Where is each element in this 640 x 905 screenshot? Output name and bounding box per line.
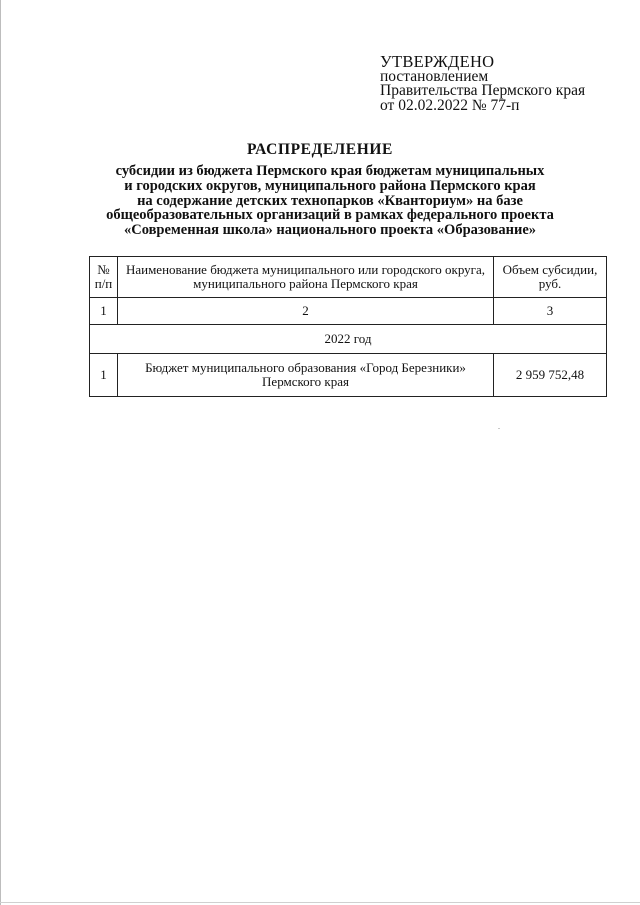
subtitle-line: общеобразовательных организаций в рамках федерального проекта [106, 207, 554, 224]
column-number-row [90, 298, 607, 325]
approval-stamp [380, 52, 620, 114]
row-name-line: Пермского края [262, 374, 349, 389]
header-name-line: муниципального района Пермского края [193, 276, 418, 291]
scan-bottom-edge [0, 902, 640, 903]
subtitle-line: и городских округов, муниципального района Пермского края [124, 177, 536, 194]
header-number-line: п/п [94, 276, 113, 291]
row-amount: 2 959 752,48 [494, 354, 607, 397]
column-number-cell: 1 [90, 298, 118, 325]
row-number: 1 [90, 354, 118, 397]
header-amount [494, 257, 607, 298]
header-number [90, 257, 118, 298]
table-header-row [90, 257, 607, 298]
distribution-table [89, 256, 607, 397]
subtitle-line: на содержание детских технопарков «Кванториум» на базе [137, 192, 523, 209]
subtitle-line: субсидии из бюджета Пермского края бюджетам муниципальных [115, 163, 545, 179]
document-title: РАСПРЕДЕЛЕНИЕ [247, 141, 393, 158]
header-name-line: Наименование бюджета муниципального или городского округа, [125, 262, 486, 277]
column-number-cell: 3 [494, 298, 607, 325]
header-number-line: № [97, 262, 110, 277]
approval-line-government: Правительства Пермского края [380, 82, 586, 99]
approval-heading: УТВЕРЖДЕНО [380, 52, 495, 71]
column-number-cell: 2 [118, 298, 494, 325]
year-row [90, 325, 607, 354]
document-subtitle [80, 164, 580, 238]
table-row [90, 354, 607, 397]
header-name [118, 257, 494, 298]
scan-speck [498, 428, 500, 429]
approval-line-decree: постановлением [380, 67, 489, 85]
subtitle-line: «Современная школа» национального проекта «Образование» [123, 222, 537, 239]
row-name [118, 354, 494, 397]
approval-line-date: от 02.02.2022 № 77-п [380, 96, 520, 114]
scan-edge [0, 0, 1, 905]
header-amount-line: руб. [538, 276, 562, 291]
header-amount-line: Объем субсидии, [502, 262, 598, 277]
row-name-line: Бюджет муниципального образования «Город Березники» [145, 360, 466, 375]
year-cell: 2022 год [90, 325, 607, 354]
